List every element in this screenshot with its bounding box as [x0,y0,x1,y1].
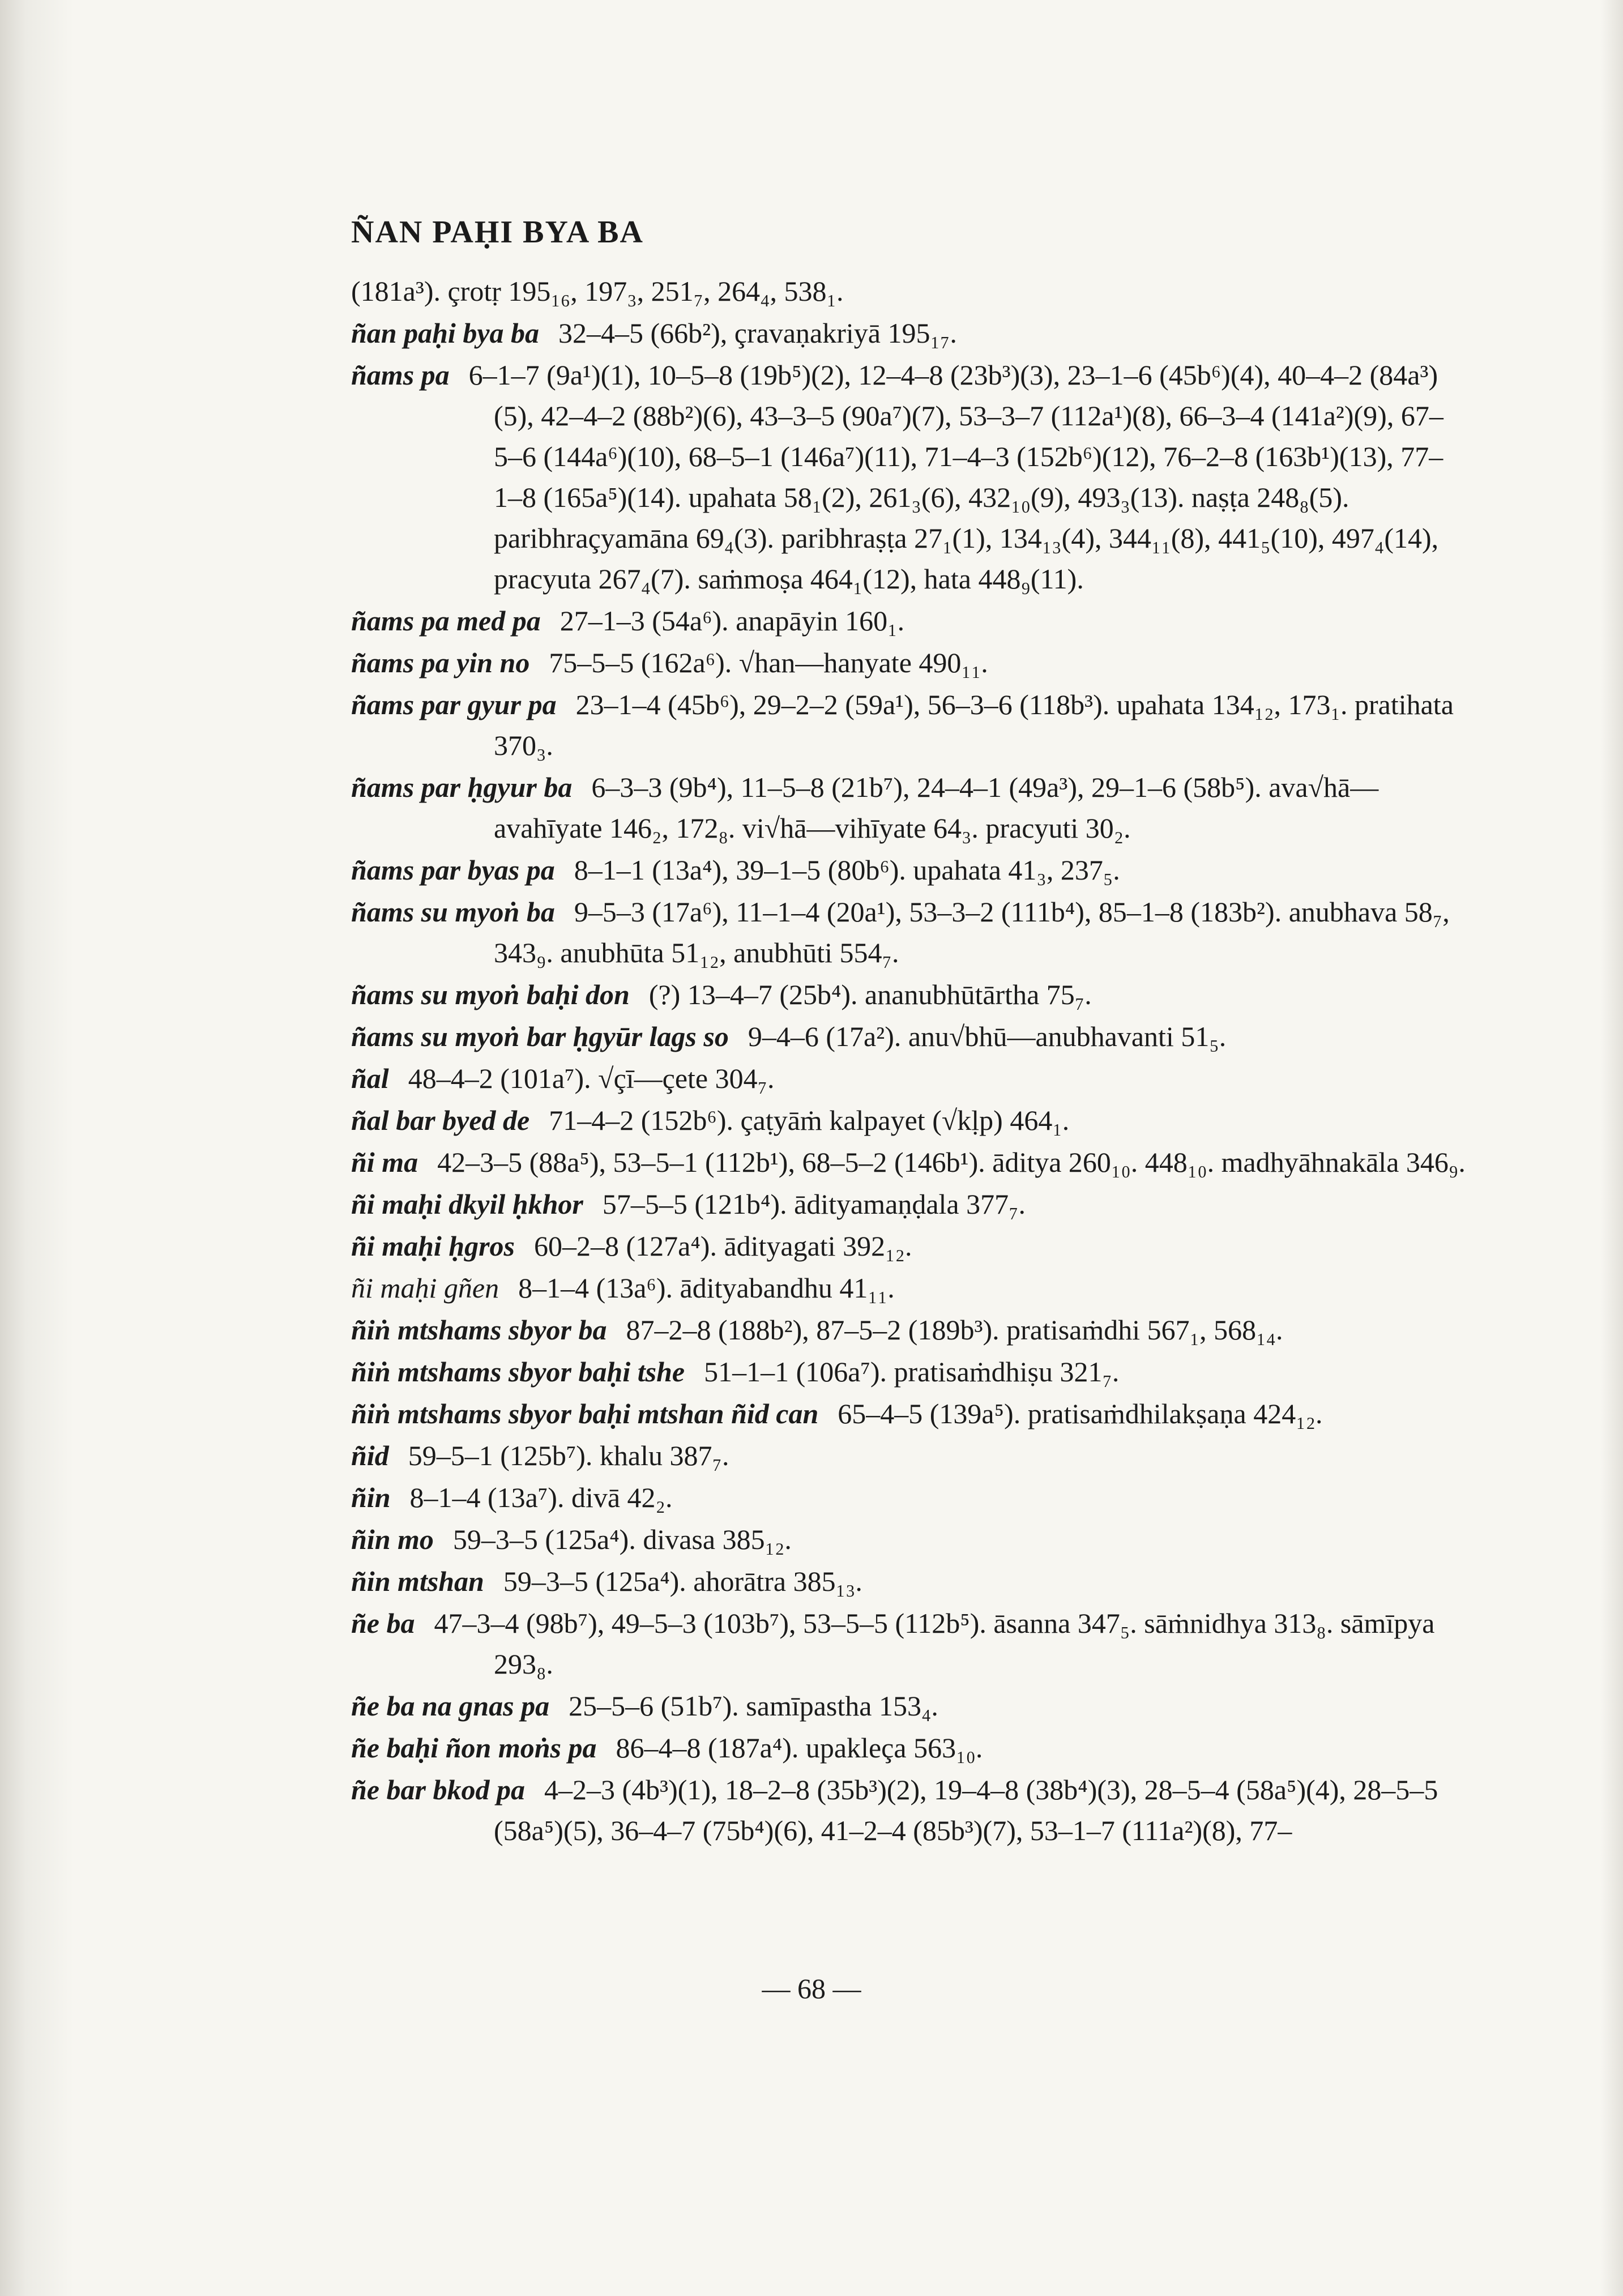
scan-margin-left [0,0,74,2296]
entry-headword: ñan paḥi bya ba [351,317,540,349]
entry-references: 4–2–3 (4b³)(1), 18–2–8 (35b³)(2), 19–4–8 (38b⁴)(3), 28–5–4 (58a⁵)(4), 28–5–5 (58a⁵)(5), 36–4–7 (75b⁴)(6), 41–2–4 (85b³)(7), 53–1–7 (111a²)(8), 77– [494,1774,1438,1846]
running-head: ÑAN PAḤI BYA BA [351,215,644,250]
index-entry [351,850,1467,890]
entry-headword: ñams pa [351,359,450,391]
index-entry [351,355,1467,599]
entry-references: (?) 13–4–7 (25b⁴). ananubhūtārtha 75₇. [648,979,1092,1010]
entry-references: 6–3–3 (9b⁴), 11–5–8 (21b⁷), 24–4–1 (49a³), 29–1–6 (58b⁵). ava√hā—avahīyate 146₂, 172₈. vi√hā—vihīyate 64₃. pracyuti 30₂. [494,771,1379,844]
index-entry [351,1058,1467,1099]
index-entry [351,1142,1467,1183]
index-entry [351,313,1467,353]
entry-headword: ñe ba na gnas pa [351,1690,550,1722]
entry-headword: ñi ma [351,1146,418,1178]
entry-headword: ñiṅ mtshams sbyor baḥi mtshan ñid can [351,1398,819,1429]
entry-references: 71–4–2 (152b⁶). çaṭyāṁ kalpayet (√kḷp) 464₁. [549,1104,1070,1136]
index-entry [351,891,1467,973]
entry-references: 8–1–4 (13a⁷). divā 42₂. [409,1482,673,1513]
page-number: — 68 — [762,1973,861,2004]
scan-margin-right [1600,0,1623,2296]
entry-references: 6–1–7 (9a¹)(1), 10–5–8 (19b⁵)(2), 12–4–8 (23b³)(3), 23–1–6 (45b⁶)(4), 40–4–2 (84a³)(5), 42–4–2 (88b²)(6), 43–3–5 (90a⁷)(7), 53–3–7 (112a¹)(8), 66–3–4 (141a²)(9), 67–5–6 (144a⁶)(10), 68–5–1 (146a⁷)(11), 71–4–3 (152b⁶)(12), 76–2–8 (163b¹)(13), 77–1–8 (165a⁵)(14). upahata 58₁(2), 261₃(6), 432₁₀(9), 493₃(13). naṣṭa 248₈(5). paribhraçyamāna 69₄(3). paribhraṣṭa 27₁(1), 134₁₃(4), 344₁₁(8), 441₅(10), 497₄(14), pracyuta 267₄(7). saṁmoṣa 464₁(12), hata 448₉(11). [468,359,1443,595]
entry-references: 25–5–6 (51b⁷). samīpastha 153₄. [569,1690,938,1722]
entry-headword: ñin [351,1482,391,1513]
entry-headword: ñe bar bkod pa [351,1774,525,1806]
entry-references: 75–5–5 (162a⁶). √han—hanyate 490₁₁. [549,647,988,678]
entry-references: 23–1–4 (45b⁶), 29–2–2 (59a¹), 56–3–6 (118b³). upahata 134₁₂, 173₁. pratihata 370₃. [494,689,1454,761]
entry-headword: ñams su myoṅ ba [351,896,555,928]
entry-headword: ñams par byas pa [351,854,555,886]
entry-headword: ñiṅ mtshams sbyor ba [351,1314,607,1346]
index-entry [351,1477,1467,1518]
entry-headword: ñal bar byed de [351,1104,530,1136]
entry-headword: ñams su myoṅ bar ḥgyūr lags so [351,1021,729,1052]
entry-headword: ñams par gyur pa [351,689,557,720]
entry-references: (181a³). çrotṛ 195₁₆, 197₃, 251₇, 264₄, 538₁. [351,275,844,307]
index-entry [351,642,1467,683]
entry-headword: ñin mo [351,1523,434,1555]
entry-references: 86–4–8 (187a⁴). upakleça 563₁₀. [616,1732,983,1764]
entry-headword: ñid [351,1440,389,1471]
entry-references: 48–4–2 (101a⁷). √çī—çete 304₇. [408,1062,775,1094]
entry-headword: ñams pa med pa [351,605,541,637]
entry-references: 9–5–3 (17a⁶), 11–1–4 (20a¹), 53–3–2 (111b⁴), 85–1–8 (183b²). anubhava 58₇, 343₉. anubhūta 51₁₂, anubhūti 554₇. [494,896,1450,968]
index-entry [351,1351,1467,1392]
index-entry [351,1727,1467,1768]
entry-references: 59–5–1 (125b⁷). khalu 387₇. [408,1440,729,1471]
index-entry [351,1309,1467,1350]
index-entry [351,1561,1467,1602]
entry-headword: ñams su myoṅ baḥi don [351,979,630,1010]
entry-references: 51–1–1 (106a⁷). pratisaṁdhiṣu 321₇. [704,1356,1120,1388]
entry-references: 42–3–5 (88a⁵), 53–5–1 (112b¹), 68–5–2 (146b¹). āditya 260₁₀. 448₁₀. madhyāhnakāla 346₉. [437,1146,1466,1178]
entry-references: 32–4–5 (66b²), çravaṇakriyā 195₁₇. [558,317,957,349]
index-entry [351,1100,1467,1141]
entry-headword: ñi maḥi dkyil ḥkhor [351,1188,583,1220]
entry-references: 27–1–3 (54a⁶). anapāyin 160₁. [559,605,905,637]
index-entry [351,271,1467,311]
entry-references: 59–3–5 (125a⁴). ahorātra 385₁₃. [503,1565,862,1597]
index-entry [351,1769,1467,1851]
index-entry [351,1685,1467,1726]
entry-headword: ñe baḥi ñon moṅs pa [351,1732,597,1764]
index-entry [351,1393,1467,1434]
entry-references: 9–4–6 (17a²). anu√bhū—anubhavanti 51₅. [748,1021,1227,1052]
index-entry [351,600,1467,641]
entry-references: 87–2–8 (188b²), 87–5–2 (189b³). pratisaṁdhi 567₁, 568₁₄. [626,1314,1283,1346]
entry-headword: ñin mtshan [351,1565,484,1597]
entry-references: 47–3–4 (98b⁷), 49–5–3 (103b⁷), 53–5–5 (112b⁵). āsanna 347₅. sāṁnidhya 313₈. sāmīpya 293₈. [434,1607,1435,1680]
entry-headword: ñams par ḥgyur ba [351,771,573,803]
entry-headword: ñams pa yin no [351,647,530,678]
entry-references: 8–1–1 (13a⁴), 39–1–5 (80b⁶). upahata 41₃, 237₅. [574,854,1120,886]
entry-headword: ñe ba [351,1607,415,1639]
entry-references: 8–1–4 (13a⁶). ādityabandhu 41₁₁. [518,1272,895,1304]
entry-references: 65–4–5 (139a⁵). pratisaṁdhilakṣaṇa 424₁₂. [838,1398,1323,1429]
index-entry [351,1519,1467,1560]
index-entry [351,1016,1467,1057]
index-entry [351,1603,1467,1684]
entry-headword: ñiṅ mtshams sbyor baḥi tshe [351,1356,685,1388]
index-entry [351,974,1467,1015]
index-entry-list [351,271,1467,1852]
entry-headword: ñi maḥi gñen [351,1272,499,1304]
index-entry [351,1268,1467,1308]
entry-references: 57–5–5 (121b⁴). ādityamaṇḍala 377₇. [602,1188,1026,1220]
index-entry [351,1435,1467,1476]
entry-headword: ñi maḥi ḥgros [351,1230,515,1262]
index-entry [351,684,1467,766]
index-entry [351,1184,1467,1224]
entry-references: 59–3–5 (125a⁴). divasa 385₁₂. [452,1523,792,1555]
index-entry [351,767,1467,848]
entry-headword: ñal [351,1062,389,1094]
index-entry [351,1226,1467,1266]
entry-references: 60–2–8 (127a⁴). ādityagati 392₁₂. [534,1230,912,1262]
